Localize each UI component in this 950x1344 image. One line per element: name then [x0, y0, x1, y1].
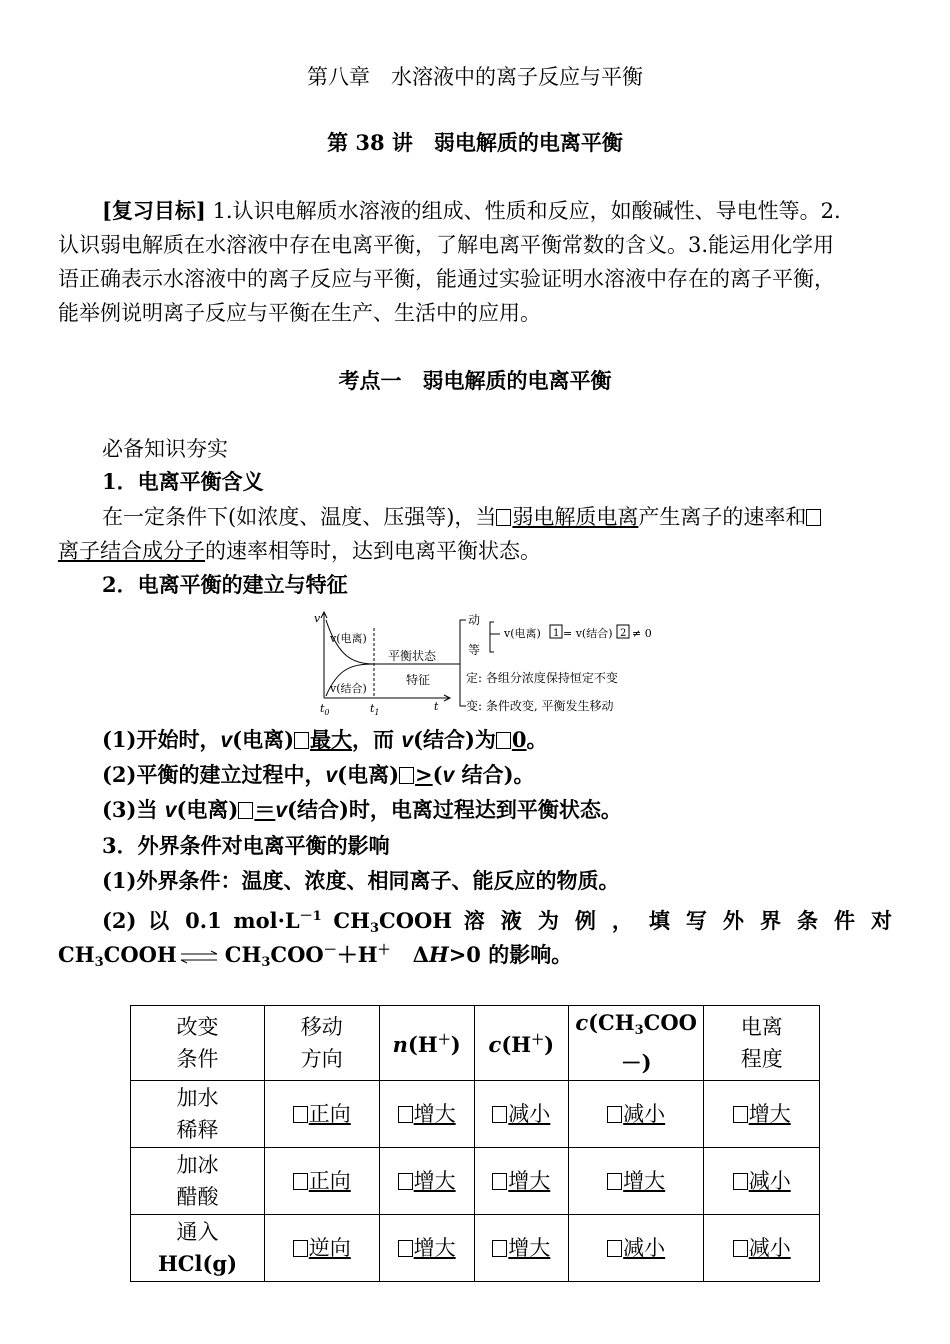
objectives-text-1: 1.认识电解质水溶液的组成、性质和反应，如酸碱性、导电性等。2. — [212, 199, 841, 223]
row-n: 增大 — [379, 1148, 474, 1215]
q1-v2: v — [401, 729, 414, 752]
q2-text-a: (2)平衡的建立过程中， — [102, 762, 326, 787]
q2-v: v — [325, 764, 338, 787]
row-move: 正向 — [265, 1081, 380, 1148]
row-c: 减小 — [474, 1081, 568, 1148]
objectives-line-3: 语正确表示水溶液中的离子反应与平衡，能通过实验证明水溶液中存在的离子平衡， — [58, 267, 835, 291]
para-1-text-c: 的速率相等时，达到电离平衡状态。 — [205, 539, 541, 563]
condition-1: (1)外界条件：温度、浓度、相同离子、能反应的物质。 — [102, 868, 620, 893]
objectives-label: [复习目标] — [102, 198, 206, 223]
answer-box-icon — [496, 732, 511, 749]
q2-text-c: ( — [432, 762, 443, 787]
answer-box-icon — [496, 509, 511, 526]
dong-label: 动 — [468, 613, 481, 627]
objectives-line-2: 认识弱电解质在水溶液中存在电离平衡，了解电离平衡常数的含义。3.能运用化学用 — [58, 233, 835, 257]
q2-text-b: (电离) — [337, 762, 400, 787]
row-degree: 减小 — [704, 1148, 820, 1215]
row-c: 增大 — [474, 1148, 568, 1215]
answer-box-icon — [293, 1173, 308, 1190]
q1-text-b: (电离) — [232, 727, 295, 752]
objectives-line-4: 能举例说明离子反应与平衡在生产、生活中的应用。 — [58, 301, 541, 325]
table-header-row — [131, 1006, 820, 1081]
q3-v2: v — [275, 799, 288, 822]
row-degree: 减小 — [704, 1215, 820, 1282]
para-1-text-a: 在一定条件下(如浓度、温度、压强等)，当 — [102, 505, 497, 529]
t1-label: $t_1$ — [370, 702, 380, 717]
curve-combine-label: v(结合) — [330, 682, 367, 695]
blank-2-box — [806, 505, 822, 529]
answer-box-icon — [492, 1173, 507, 1190]
bian-label: 变: 条件改变, 平衡发生移动 — [466, 699, 614, 713]
answer-box-icon — [398, 1106, 413, 1123]
row-cac: 增大 — [568, 1148, 704, 1215]
eq-box-2-num: 2 — [620, 628, 627, 639]
heading-2: 2．电离平衡的建立与特征 — [102, 572, 348, 597]
effects-table — [130, 1005, 820, 1282]
curve-ionize-label: v(电离) — [330, 632, 367, 645]
answer-box-icon — [492, 1240, 507, 1257]
answer-box-icon — [399, 767, 414, 784]
condition-2-line-1: (2) 以 0.1 $mol\cdot L^{-1}$ $CH_3COOH$ 溶 液 为 例 ， 填 写 外 界 条 件 对 — [102, 908, 893, 936]
chapter-title: 第八章 水溶液中的离子反应与平衡 — [307, 65, 643, 89]
q1-text-a: (1)开始时， — [102, 727, 221, 752]
q2-text-d: 结合)。 — [454, 762, 535, 787]
feature-bracket — [460, 620, 466, 706]
table-row — [131, 1215, 820, 1282]
q1-blank-1: 最大 — [294, 727, 352, 752]
q1-text-c: ，而 — [352, 727, 402, 752]
question-1 — [102, 727, 548, 754]
answer-box-icon — [733, 1106, 748, 1123]
row-condition: 加冰 醋酸 — [131, 1148, 265, 1215]
para-1-text-b: 产生离子的速率和 — [638, 505, 807, 529]
header-move: 移动 方向 — [265, 1006, 380, 1081]
t-axis-label: t — [434, 700, 439, 713]
row-degree: 增大 — [704, 1081, 820, 1148]
row-condition: 加水 稀释 — [131, 1081, 265, 1148]
row-move: 逆向 — [265, 1215, 380, 1282]
answer-box-icon — [238, 802, 253, 819]
question-3 — [102, 797, 622, 824]
blank-2-text: 离子结合成分子 — [58, 539, 205, 563]
answer-box-icon — [492, 1106, 507, 1123]
answer-box-icon — [398, 1240, 413, 1257]
row-c: 增大 — [474, 1215, 568, 1282]
q1-blank-2: 0 — [496, 727, 527, 752]
ding-label: 定: 各组分浓度保持恒定不变 — [466, 671, 618, 685]
blank-1-text: 弱电解质电离 — [512, 505, 639, 529]
question-2 — [102, 762, 535, 789]
condition-2-line-2: $CH_3COOH$ $CH_3COO^-+H^+$ ΔH>0 的影响。 — [58, 942, 573, 970]
table-row — [131, 1081, 820, 1148]
answer-box-icon — [607, 1173, 622, 1190]
answer-box-icon — [293, 1240, 308, 1257]
row-cac: 减小 — [568, 1215, 704, 1282]
objectives-line-1 — [102, 198, 892, 224]
eq-end: ≠ 0 — [632, 627, 652, 640]
q2-v2: v — [442, 764, 455, 787]
para-1-line-2 — [58, 538, 541, 564]
row-condition: 通入 HCl(g) — [131, 1215, 265, 1282]
section-title: 考点一 弱电解质的电离平衡 — [338, 368, 612, 393]
answer-box-icon — [806, 509, 821, 526]
answer-box-icon — [398, 1173, 413, 1190]
lecture-title: 第 38 讲 弱电解质的电离平衡 — [327, 130, 623, 155]
answer-box-icon — [733, 1240, 748, 1257]
answer-box-icon — [607, 1240, 622, 1257]
q3-text-b: (电离) — [176, 797, 239, 822]
blank-1-answer — [496, 505, 638, 529]
eq-formula-a: v(电离) — [504, 627, 541, 640]
answer-box-icon — [733, 1173, 748, 1190]
t0-label: $t_0$ — [320, 702, 330, 717]
eq-mid: = v(结合) — [563, 627, 613, 640]
q3-text-a: (3)当 — [102, 797, 165, 822]
heading-3: 3．外界条件对电离平衡的影响 — [102, 833, 390, 858]
row-n: 增大 — [379, 1215, 474, 1282]
header-c-ch3coo: $c(CH_3COO$ －) — [568, 1006, 704, 1081]
heading-1: 1．电离平衡含义 — [102, 469, 264, 494]
reversible-arrow-icon — [177, 942, 225, 968]
q3-blank: ＝ — [238, 797, 275, 822]
q2-blank: > — [399, 762, 433, 787]
answer-box-icon — [293, 1106, 308, 1123]
equilibrium-diagram — [310, 606, 670, 718]
row-cac: 减小 — [568, 1081, 704, 1148]
q1-text-d: (结合)为 — [413, 727, 496, 752]
header-degree: 电离 程度 — [704, 1006, 820, 1081]
table-row — [131, 1148, 820, 1215]
y-axis-label: v — [314, 612, 321, 625]
q3-text-c: (结合)时，电离过程达到平衡状态。 — [287, 797, 622, 822]
q3-v: v — [164, 799, 177, 822]
q1-v: v — [220, 729, 233, 752]
row-move: 正向 — [265, 1148, 380, 1215]
knowledge-heading: 必备知识夯实 — [102, 437, 228, 461]
header-n-h: n(H＋) — [379, 1006, 474, 1081]
q1-text-e: 。 — [526, 727, 548, 752]
header-change: 改变 条件 — [131, 1006, 265, 1081]
answer-box-icon — [607, 1106, 622, 1123]
header-c-h: c(H＋) — [474, 1006, 568, 1081]
equilibrium-state-label: 平衡状态 — [388, 649, 437, 663]
answer-box-icon — [294, 732, 309, 749]
feature-label: 特征 — [406, 673, 431, 687]
sub-bracket — [490, 622, 494, 652]
deng-label: 等 — [468, 643, 481, 657]
eq-box-1-num: 1 — [553, 628, 560, 639]
para-1-line-1 — [102, 504, 822, 530]
row-n: 增大 — [379, 1081, 474, 1148]
